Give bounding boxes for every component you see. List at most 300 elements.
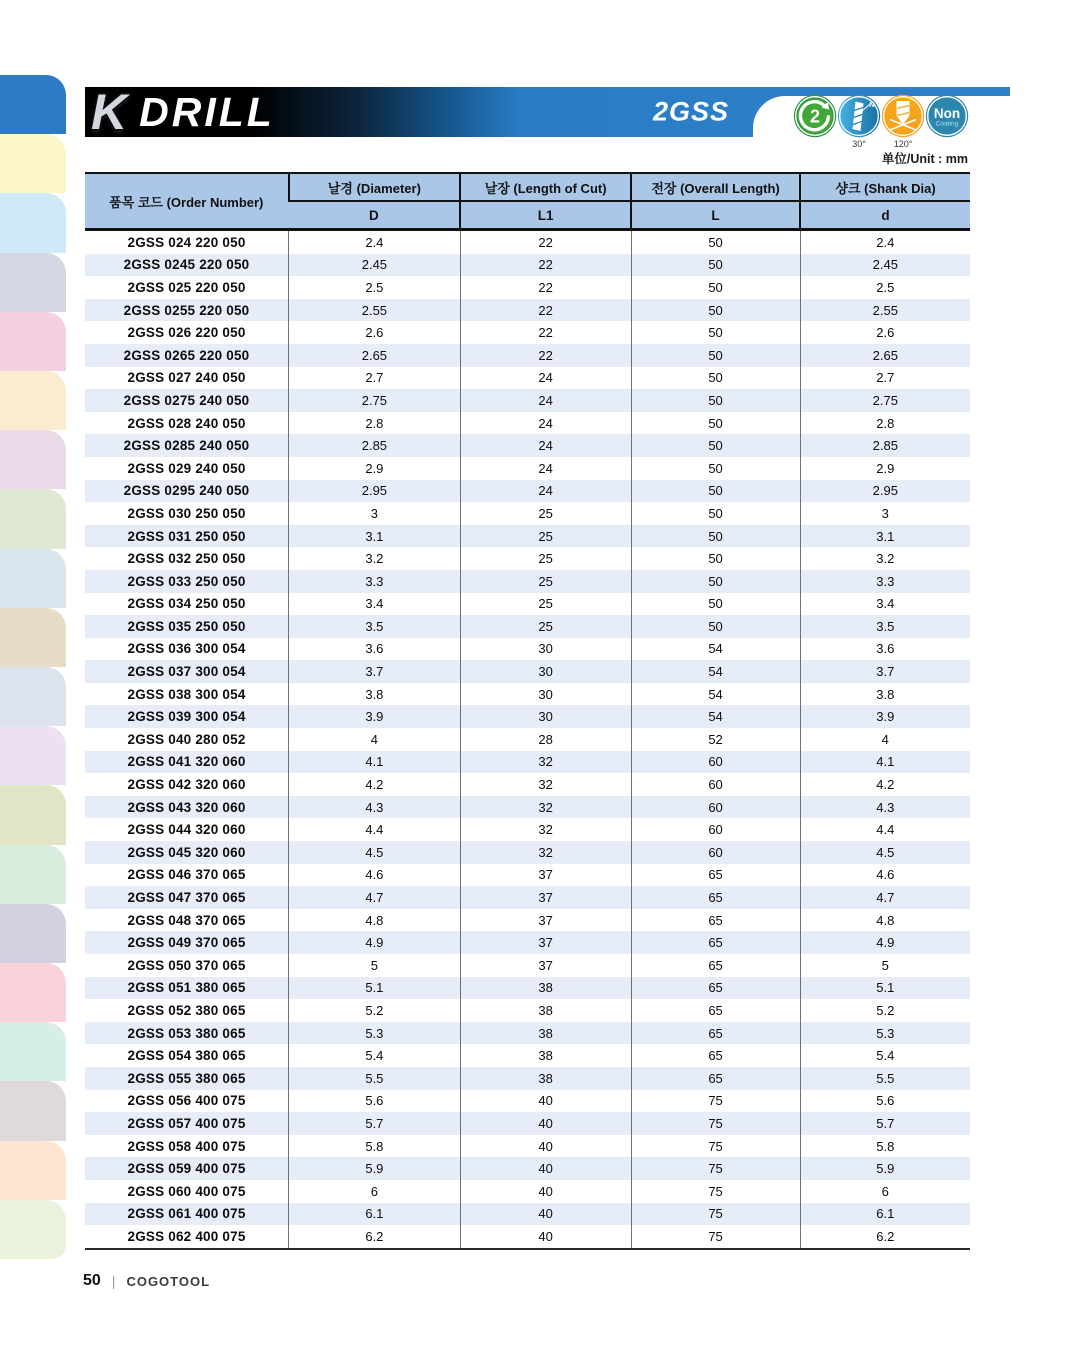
order-number-cell: 2GSS 028 240 050 (127, 415, 246, 431)
length-of-cut-cell: 24 (460, 457, 631, 480)
table-row (85, 818, 970, 841)
order-number-cell: 2GSS 043 320 060 (127, 799, 246, 815)
shank-dia-cell: 5.1 (800, 977, 970, 1000)
table-row (85, 977, 970, 1000)
diameter-cell: 2.55 (289, 299, 461, 322)
shank-dia-cell: 2.75 (800, 389, 970, 412)
diameter-cell: 2.7 (289, 367, 461, 390)
shank-dia-cell: 2.5 (800, 276, 970, 299)
overall-length-cell: 52 (631, 728, 800, 751)
edge-tab-6 (0, 371, 66, 430)
non-coating-line1: Non (933, 106, 961, 121)
logo-k-letter: K (91, 84, 128, 140)
shank-dia-cell: 4.5 (800, 841, 970, 864)
overall-length-cell: 65 (631, 886, 800, 909)
length-of-cut-cell: 22 (460, 276, 631, 299)
overall-length-cell: 65 (631, 864, 800, 887)
order-number-cell: 2GSS 036 300 054 (127, 641, 246, 657)
shank-dia-cell: 4.1 (800, 751, 970, 774)
overall-length-cell: 50 (631, 457, 800, 480)
shank-dia-cell: 4.8 (800, 909, 970, 932)
diameter-cell: 4.1 (289, 751, 461, 774)
shank-dia-cell: 4.3 (800, 796, 970, 819)
table-row (85, 638, 970, 661)
shank-dia-cell: 2.95 (800, 480, 970, 503)
length-of-cut-cell: 40 (460, 1135, 631, 1158)
length-of-cut-cell: 24 (460, 389, 631, 412)
overall-length-cell: 65 (631, 1022, 800, 1045)
order-number-cell: 2GSS 053 380 065 (127, 1025, 246, 1041)
table-row (85, 1225, 970, 1249)
order-number-cell: 2GSS 054 380 065 (127, 1048, 246, 1064)
shank-dia-cell: 6 (800, 1180, 970, 1203)
page-footer (83, 1272, 210, 1290)
table-row (85, 1135, 970, 1158)
diameter-cell: 3.5 (289, 615, 461, 638)
overall-length-cell: 50 (631, 593, 800, 616)
length-of-cut-cell: 24 (460, 367, 631, 390)
order-number-cell: 2GSS 059 400 075 (127, 1161, 246, 1177)
table-row (85, 773, 970, 796)
footer-separator: | (111, 1273, 116, 1289)
diameter-cell: 2.45 (289, 254, 461, 277)
diameter-cell: 4.4 (289, 818, 461, 841)
length-of-cut-cell: 37 (460, 954, 631, 977)
shank-dia-cell: 4.4 (800, 818, 970, 841)
order-number-cell: 2GSS 060 400 075 (127, 1183, 246, 1199)
overall-length-cell: 65 (631, 909, 800, 932)
shank-dia-cell: 2.4 (800, 230, 970, 254)
diameter-cell: 3.9 (289, 705, 461, 728)
overall-length-cell: 54 (631, 638, 800, 661)
length-of-cut-cell: 32 (460, 818, 631, 841)
diameter-cell: 4.8 (289, 909, 461, 932)
diameter-cell: 5.2 (289, 999, 461, 1022)
order-number-cell: 2GSS 033 250 050 (127, 573, 246, 589)
overall-length-cell: 65 (631, 1067, 800, 1090)
length-of-cut-cell: 37 (460, 886, 631, 909)
length-of-cut-cell: 40 (460, 1225, 631, 1249)
diameter-cell: 3.7 (289, 660, 461, 683)
table-row (85, 389, 970, 412)
length-of-cut-cell: 25 (460, 547, 631, 570)
overall-length-cell: 50 (631, 230, 800, 254)
shank-dia-cell: 5.2 (800, 999, 970, 1022)
table-row (85, 480, 970, 503)
table-row (85, 954, 970, 977)
length-of-cut-cell: 22 (460, 299, 631, 322)
brand-logo (91, 84, 275, 140)
order-number-cell: 2GSS 049 370 065 (127, 935, 246, 951)
diameter-cell: 2.95 (289, 480, 461, 503)
table-row (85, 593, 970, 616)
overall-length-cell: 50 (631, 615, 800, 638)
order-number-cell: 2GSS 061 400 075 (127, 1206, 246, 1222)
length-of-cut-cell: 40 (460, 1112, 631, 1135)
table-row (85, 276, 970, 299)
order-number-cell: 2GSS 041 320 060 (127, 754, 246, 770)
table-row (85, 864, 970, 887)
order-number-cell: 2GSS 024 220 050 (127, 234, 246, 250)
shank-dia-cell: 3.5 (800, 615, 970, 638)
order-number-cell: 2GSS 025 220 050 (127, 279, 246, 295)
diameter-cell: 2.85 (289, 434, 461, 457)
overall-length-cell: 75 (631, 1157, 800, 1180)
edge-tab-18 (0, 1081, 66, 1140)
edge-tab-11 (0, 667, 66, 726)
overall-length-cell: 65 (631, 1044, 800, 1067)
overall-length-cell: 50 (631, 321, 800, 344)
length-of-cut-cell: 38 (460, 1044, 631, 1067)
overall-length-cell: 50 (631, 276, 800, 299)
shank-dia-cell: 2.85 (800, 434, 970, 457)
table-row (85, 230, 970, 254)
table-row (85, 547, 970, 570)
shank-dia-cell: 5.5 (800, 1067, 970, 1090)
overall-length-cell: 50 (631, 480, 800, 503)
shank-dia-cell: 3.3 (800, 570, 970, 593)
diameter-cell: 2.9 (289, 457, 461, 480)
length-of-cut-cell: 25 (460, 502, 631, 525)
edge-tab-5 (0, 312, 66, 371)
length-of-cut-cell: 40 (460, 1157, 631, 1180)
col-symbol-d: D (289, 201, 461, 230)
edge-tab-3 (0, 193, 66, 252)
table-row (85, 615, 970, 638)
length-of-cut-cell: 40 (460, 1203, 631, 1226)
order-number-cell: 2GSS 027 240 050 (127, 370, 246, 386)
table-row (85, 886, 970, 909)
shank-dia-cell: 4 (800, 728, 970, 751)
shank-dia-cell: 3.4 (800, 593, 970, 616)
table-row (85, 412, 970, 435)
overall-length-cell: 75 (631, 1225, 800, 1249)
shank-dia-cell: 6.2 (800, 1225, 970, 1249)
table-row (85, 254, 970, 277)
shank-dia-cell: 5.7 (800, 1112, 970, 1135)
diameter-cell: 5.5 (289, 1067, 461, 1090)
helix-angle-label: 30° (852, 139, 866, 149)
shank-dia-cell: 4.2 (800, 773, 970, 796)
diameter-cell: 5.6 (289, 1090, 461, 1113)
table-row (85, 660, 970, 683)
length-of-cut-cell: 28 (460, 728, 631, 751)
overall-length-cell: 50 (631, 525, 800, 548)
diameter-cell: 3.4 (289, 593, 461, 616)
overall-length-cell: 65 (631, 999, 800, 1022)
overall-length-cell: 54 (631, 660, 800, 683)
order-number-cell: 2GSS 037 300 054 (127, 664, 246, 680)
length-of-cut-cell: 38 (460, 999, 631, 1022)
length-of-cut-cell: 25 (460, 570, 631, 593)
table-row (85, 1090, 970, 1113)
table-row (85, 321, 970, 344)
table-row (85, 1112, 970, 1135)
overall-length-cell: 60 (631, 796, 800, 819)
col-header-shank-dia: 샹크 (Shank Dia) (800, 173, 970, 201)
table-row (85, 751, 970, 774)
shank-dia-cell: 3.1 (800, 525, 970, 548)
order-number-cell: 2GSS 030 250 050 (127, 505, 246, 521)
edge-tab-16 (0, 963, 66, 1022)
helix-mark: N (869, 100, 875, 109)
diameter-cell: 5.9 (289, 1157, 461, 1180)
length-of-cut-cell: 24 (460, 434, 631, 457)
diameter-cell: 5.3 (289, 1022, 461, 1045)
table-row (85, 909, 970, 932)
table-row (85, 457, 970, 480)
diameter-cell: 5.7 (289, 1112, 461, 1135)
order-number-cell: 2GSS 0265 220 050 (123, 347, 250, 363)
shank-dia-cell: 3.8 (800, 683, 970, 706)
shank-dia-cell: 4.7 (800, 886, 970, 909)
overall-length-cell: 50 (631, 434, 800, 457)
table-row (85, 502, 970, 525)
length-of-cut-cell: 25 (460, 525, 631, 548)
order-number-cell: 2GSS 031 250 050 (127, 528, 246, 544)
length-of-cut-cell: 25 (460, 593, 631, 616)
shank-dia-cell: 2.7 (800, 367, 970, 390)
diameter-cell: 3.8 (289, 683, 461, 706)
table-row (85, 434, 970, 457)
diameter-cell: 4.3 (289, 796, 461, 819)
diameter-cell: 3.1 (289, 525, 461, 548)
col-header-overall-length: 전장 (Overall Length) (631, 173, 800, 201)
point-angle-label: 120° (893, 139, 913, 149)
length-of-cut-cell: 37 (460, 864, 631, 887)
length-of-cut-cell: 30 (460, 638, 631, 661)
diameter-cell: 2.8 (289, 412, 461, 435)
diameter-cell: 5.1 (289, 977, 461, 1000)
overall-length-cell: 60 (631, 751, 800, 774)
order-number-cell: 2GSS 046 370 065 (127, 867, 246, 883)
order-number-cell: 2GSS 045 320 060 (127, 844, 246, 860)
length-of-cut-cell: 32 (460, 751, 631, 774)
shank-dia-cell: 3.9 (800, 705, 970, 728)
diameter-cell: 4.5 (289, 841, 461, 864)
diameter-cell: 2.65 (289, 344, 461, 367)
diameter-cell: 6.1 (289, 1203, 461, 1226)
overall-length-cell: 50 (631, 412, 800, 435)
overall-length-cell: 54 (631, 683, 800, 706)
table-row (85, 570, 970, 593)
overall-length-cell: 50 (631, 389, 800, 412)
shank-dia-cell: 3.2 (800, 547, 970, 570)
feature-icons (793, 94, 969, 149)
order-number-cell: 2GSS 0255 220 050 (123, 302, 250, 318)
col-symbol-l: L (631, 201, 800, 230)
order-number-cell: 2GSS 056 400 075 (127, 1093, 246, 1109)
diameter-cell: 5.4 (289, 1044, 461, 1067)
order-number-cell: 2GSS 0275 240 050 (123, 392, 250, 408)
table-row (85, 705, 970, 728)
logo-drill-text: DRILL (139, 88, 275, 135)
order-number-cell: 2GSS 040 280 052 (127, 731, 246, 747)
length-of-cut-cell: 30 (460, 705, 631, 728)
length-of-cut-cell: 30 (460, 683, 631, 706)
flute-count-value: 2 (809, 106, 821, 127)
overall-length-cell: 75 (631, 1135, 800, 1158)
shank-dia-cell: 2.9 (800, 457, 970, 480)
overall-length-cell: 50 (631, 254, 800, 277)
diameter-cell: 4.9 (289, 931, 461, 954)
length-of-cut-cell: 24 (460, 412, 631, 435)
diameter-cell: 6 (289, 1180, 461, 1203)
header-banner (85, 84, 1010, 149)
overall-length-cell: 75 (631, 1180, 800, 1203)
edge-tab-10 (0, 608, 66, 667)
shank-dia-cell: 5.8 (800, 1135, 970, 1158)
length-of-cut-cell: 22 (460, 344, 631, 367)
diameter-cell: 2.6 (289, 321, 461, 344)
shank-dia-cell: 2.55 (800, 299, 970, 322)
order-number-cell: 2GSS 038 300 054 (127, 686, 246, 702)
edge-tab-15 (0, 904, 66, 963)
length-of-cut-cell: 38 (460, 977, 631, 1000)
footer-brand: COGOTOOL (126, 1273, 211, 1289)
length-of-cut-cell: 38 (460, 1067, 631, 1090)
shank-dia-cell: 2.8 (800, 412, 970, 435)
order-number-cell: 2GSS 062 400 075 (127, 1228, 246, 1244)
overall-length-cell: 60 (631, 773, 800, 796)
table-row (85, 1203, 970, 1226)
table-row (85, 796, 970, 819)
shank-dia-cell: 5 (800, 954, 970, 977)
length-of-cut-cell: 24 (460, 480, 631, 503)
diameter-cell: 3 (289, 502, 461, 525)
shank-dia-cell: 4.6 (800, 864, 970, 887)
order-number-cell: 2GSS 039 300 054 (127, 709, 246, 725)
order-number-cell: 2GSS 0295 240 050 (123, 483, 250, 499)
edge-tab-9 (0, 549, 66, 608)
table-row (85, 299, 970, 322)
order-number-cell: 2GSS 035 250 050 (127, 618, 246, 634)
order-number-cell: 2GSS 057 400 075 (127, 1115, 246, 1131)
overall-length-cell: 75 (631, 1090, 800, 1113)
shank-dia-cell: 5.4 (800, 1044, 970, 1067)
flute-count-icon (793, 94, 837, 138)
length-of-cut-cell: 37 (460, 931, 631, 954)
non-coating-line2: Coating (935, 120, 959, 128)
diameter-cell: 3.3 (289, 570, 461, 593)
overall-length-cell: 50 (631, 570, 800, 593)
shank-dia-cell: 3.7 (800, 660, 970, 683)
diameter-cell: 4 (289, 728, 461, 751)
col-header-order-number: 품목 코드 (Order Number) (85, 173, 289, 230)
edge-tab-1 (0, 75, 66, 134)
order-number-cell: 2GSS 055 380 065 (127, 1070, 246, 1086)
order-number-cell: 2GSS 0245 220 050 (123, 257, 250, 273)
col-header-length-of-cut: 날장 (Length of Cut) (460, 173, 631, 201)
shank-dia-cell: 3 (800, 502, 970, 525)
length-of-cut-cell: 32 (460, 773, 631, 796)
non-coating-icon (925, 94, 969, 138)
overall-length-cell: 65 (631, 977, 800, 1000)
length-of-cut-cell: 25 (460, 615, 631, 638)
order-number-cell: 2GSS 032 250 050 (127, 551, 246, 567)
edge-tab-4 (0, 253, 66, 312)
spec-table (85, 172, 970, 1250)
table-row (85, 1022, 970, 1045)
overall-length-cell: 54 (631, 705, 800, 728)
length-of-cut-cell: 30 (460, 660, 631, 683)
length-of-cut-cell: 22 (460, 321, 631, 344)
diameter-cell: 5 (289, 954, 461, 977)
diameter-cell: 5.8 (289, 1135, 461, 1158)
shank-dia-cell: 2.65 (800, 344, 970, 367)
order-number-cell: 2GSS 026 220 050 (127, 325, 246, 341)
shank-dia-cell: 5.6 (800, 1090, 970, 1113)
edge-tab-7 (0, 430, 66, 489)
diameter-cell: 4.6 (289, 864, 461, 887)
diameter-cell: 3.2 (289, 547, 461, 570)
overall-length-cell: 75 (631, 1112, 800, 1135)
shank-dia-cell: 2.6 (800, 321, 970, 344)
overall-length-cell: 75 (631, 1203, 800, 1226)
length-of-cut-cell: 22 (460, 230, 631, 254)
shank-dia-cell: 2.45 (800, 254, 970, 277)
overall-length-cell: 60 (631, 841, 800, 864)
overall-length-cell: 50 (631, 367, 800, 390)
edge-tab-2 (0, 134, 66, 193)
edge-tab-17 (0, 1022, 66, 1081)
diameter-cell: 3.6 (289, 638, 461, 661)
spec-table-header (85, 173, 970, 230)
length-of-cut-cell: 32 (460, 796, 631, 819)
overall-length-cell: 65 (631, 931, 800, 954)
overall-length-cell: 50 (631, 547, 800, 570)
order-number-cell: 2GSS 051 380 065 (127, 980, 246, 996)
edge-tab-13 (0, 785, 66, 844)
series-name: 2GSS (653, 96, 730, 127)
length-of-cut-cell: 22 (460, 254, 631, 277)
order-number-cell: 2GSS 048 370 065 (127, 912, 246, 928)
length-of-cut-cell: 40 (460, 1180, 631, 1203)
order-number-cell: 2GSS 052 380 065 (127, 1002, 246, 1018)
order-number-cell: 2GSS 029 240 050 (127, 460, 246, 476)
shank-dia-cell: 6.1 (800, 1203, 970, 1226)
edge-tab-8 (0, 489, 66, 548)
edge-tab-12 (0, 726, 66, 785)
page-number: 50 (83, 1272, 101, 1289)
overall-length-cell: 50 (631, 299, 800, 322)
order-number-cell: 2GSS 058 400 075 (127, 1138, 246, 1154)
table-row (85, 1044, 970, 1067)
table-row (85, 367, 970, 390)
point-angle-icon (881, 94, 925, 149)
shank-dia-cell: 5.9 (800, 1157, 970, 1180)
table-row (85, 841, 970, 864)
length-of-cut-cell: 40 (460, 1090, 631, 1113)
table-row (85, 1067, 970, 1090)
diameter-cell: 6.2 (289, 1225, 461, 1249)
table-row (85, 931, 970, 954)
overall-length-cell: 50 (631, 502, 800, 525)
table-row (85, 525, 970, 548)
diameter-cell: 2.75 (289, 389, 461, 412)
order-number-cell: 2GSS 0285 240 050 (123, 438, 250, 454)
order-number-cell: 2GSS 034 250 050 (127, 596, 246, 612)
overall-length-cell: 60 (631, 818, 800, 841)
diameter-cell: 2.5 (289, 276, 461, 299)
length-of-cut-cell: 32 (460, 841, 631, 864)
shank-dia-cell: 4.9 (800, 931, 970, 954)
diameter-cell: 4.7 (289, 886, 461, 909)
table-row (85, 1180, 970, 1203)
shank-dia-cell: 5.3 (800, 1022, 970, 1045)
diameter-cell: 4.2 (289, 773, 461, 796)
unit-note: 单位/Unit : mm (881, 152, 968, 166)
